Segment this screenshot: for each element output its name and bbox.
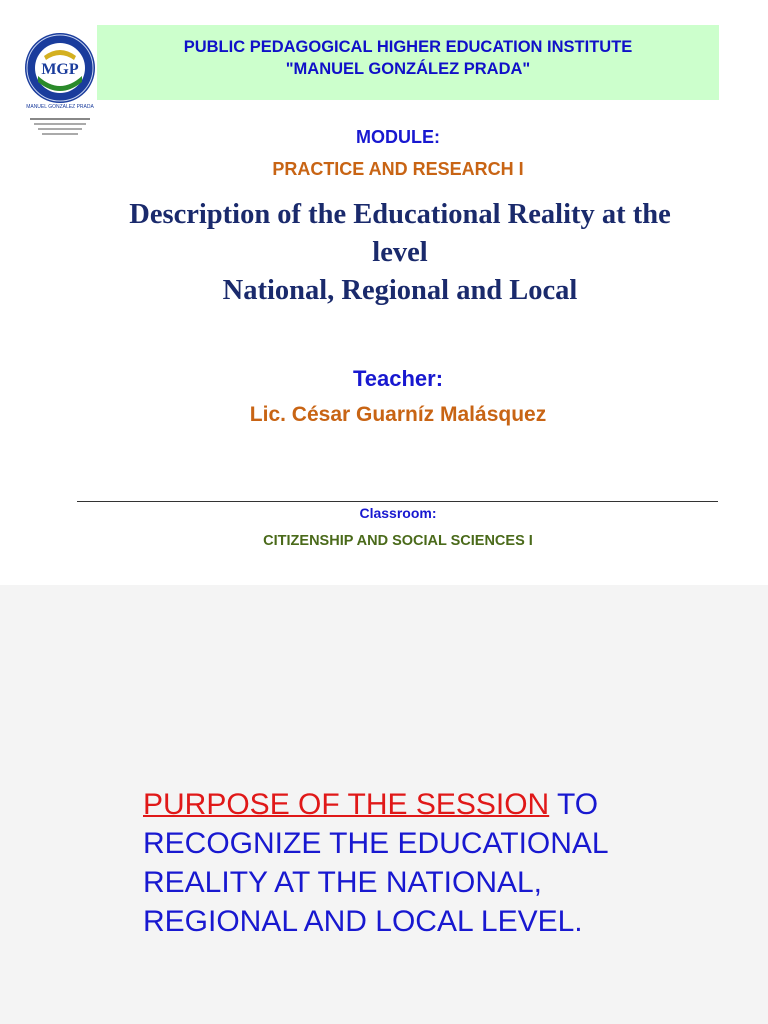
classroom-label: Classroom: xyxy=(359,505,437,521)
purpose-statement xyxy=(143,785,703,941)
institution-subname: "MANUEL GONZÁLEZ PRADA" xyxy=(285,60,531,78)
institution-header xyxy=(97,25,719,100)
teacher-label: Teacher: xyxy=(352,366,444,391)
title-line-3: National, Regional and Local xyxy=(222,275,578,306)
svg-text:MGP: MGP xyxy=(41,61,79,78)
classroom-name: CITIZENSHIP AND SOCIAL SCIENCES I xyxy=(263,533,533,549)
purpose-period: . xyxy=(574,905,583,938)
purpose-heading: PURPOSE OF THE SESSION xyxy=(143,788,550,821)
purpose-text: TO RECOGNIZE THE EDUCATIONAL REALITY AT THE NATIONAL, REGIONAL AND LOCAL LEVEL xyxy=(143,788,608,938)
svg-text:MANUEL GONZALEZ PRADA: MANUEL GONZALEZ PRADA xyxy=(26,104,94,110)
purpose-slide xyxy=(0,585,768,1024)
page-title xyxy=(60,196,740,310)
title-line-2: level xyxy=(372,237,428,268)
teacher-name: Lic. César Guarníz Malásquez xyxy=(249,403,547,426)
institution-name: PUBLIC PEDAGOGICAL HIGHER EDUCATION INSTITUTE xyxy=(183,38,633,56)
module-label: MODULE: xyxy=(356,127,440,147)
title-line-1: Description of the Educational Reality at the xyxy=(129,199,671,230)
divider xyxy=(77,501,718,502)
module-name: PRACTICE AND RESEARCH I xyxy=(272,159,524,179)
